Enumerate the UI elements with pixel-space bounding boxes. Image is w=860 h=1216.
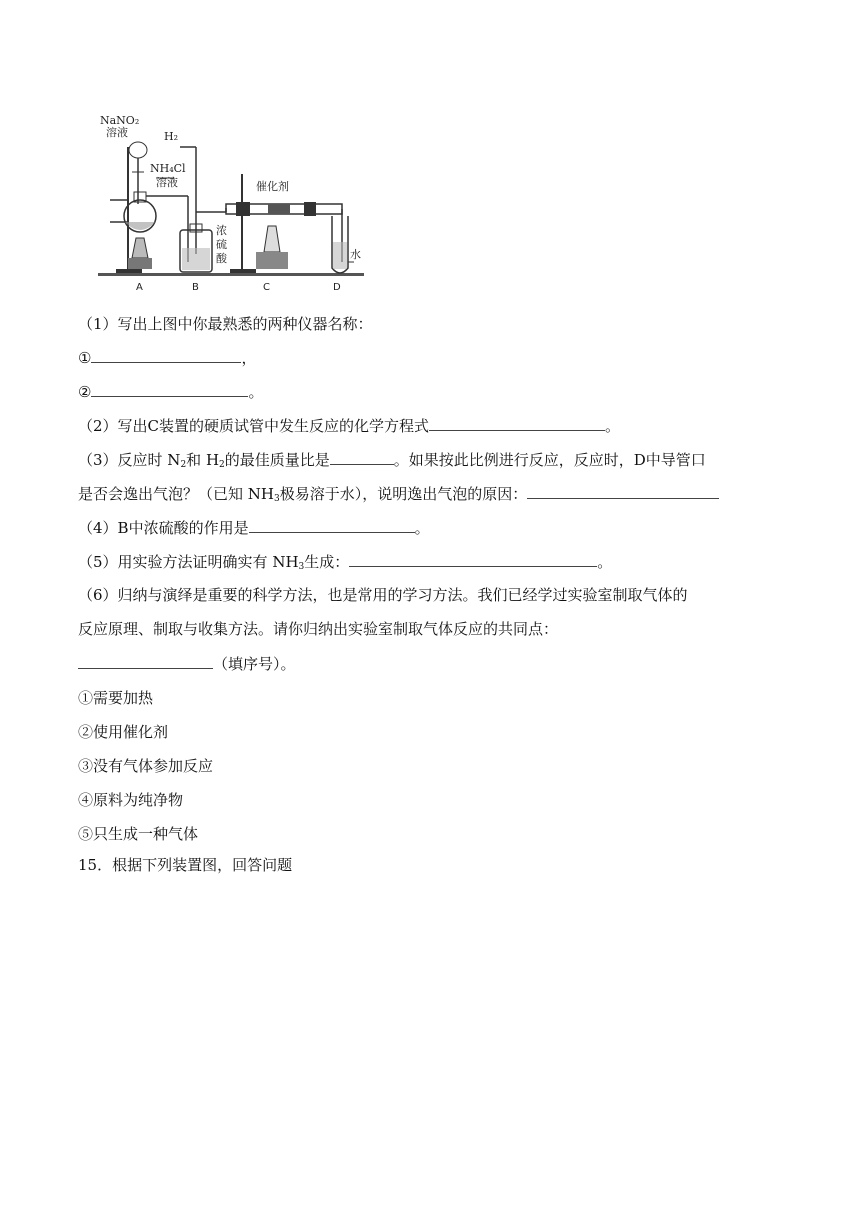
question-15-text: 15．根据下列装置图，回答问题	[78, 856, 293, 874]
question-6-line-3	[78, 653, 296, 674]
answer-blank-6[interactable]	[78, 653, 213, 669]
catalyst-label: 催化剂	[256, 180, 289, 193]
label-c: C	[263, 282, 270, 293]
option-5-text: ⑤只生成一种气体	[78, 825, 199, 843]
subscript: 2	[180, 460, 187, 470]
answer-blank-2[interactable]	[429, 415, 605, 431]
question-3-text-a: （3）反应时 N	[78, 451, 181, 469]
item-2-suffix: 。	[248, 383, 264, 401]
answer-blank-4[interactable]	[249, 517, 415, 533]
question-3-text-c: 的最佳质量比是	[224, 451, 330, 469]
question-1	[78, 314, 373, 334]
water-label: 水	[350, 248, 361, 261]
question-3-text-b: 和 H	[186, 451, 220, 469]
question-3-line-2	[78, 483, 719, 504]
question-2-suffix: 。	[605, 417, 621, 435]
question-4-suffix: 。	[414, 519, 430, 537]
question-1-text: （1）写出上图中你最熟悉的两种仪器名称：	[78, 315, 373, 333]
option-1	[78, 688, 153, 708]
subscript: 3	[273, 494, 280, 504]
nh4cl-label: NH₄Cl	[150, 162, 186, 175]
question-6-text-1: （6）归纳与演绎是重要的科学方法，也是常用的学习方法。我们已经学过实验室制取气体的	[78, 586, 688, 604]
option-3-text: ③没有气体参加反应	[78, 757, 214, 775]
question-4-text: （4）B中浓硫酸的作用是	[78, 519, 249, 537]
question-5-text-b: 生成：	[304, 553, 350, 571]
answer-blank-1-1[interactable]	[91, 347, 241, 363]
nh4cl-solution-label: 溶液	[156, 176, 178, 189]
option-1-text: ①需要加热	[78, 689, 154, 707]
question-6-line-1	[78, 585, 688, 605]
answer-blank-5[interactable]	[349, 551, 597, 567]
option-2-text: ②使用催化剂	[78, 723, 169, 741]
answer-blank-3-reason[interactable]	[527, 483, 719, 499]
question-2-text: （2）写出C装置的硬质试管中发生反应的化学方程式	[78, 417, 430, 435]
option-5	[78, 824, 198, 844]
question-3-line-1	[78, 449, 706, 470]
question-3-text-f: 极易溶于水），说明逸出气泡的原因：	[279, 485, 528, 503]
acid-label-2: 硫	[216, 238, 227, 251]
question-2	[78, 415, 620, 436]
nano2-label: NaNO₂	[100, 114, 140, 127]
label-a: A	[136, 282, 143, 293]
option-4	[78, 790, 183, 810]
apparatus-figure	[96, 112, 366, 298]
subscript: 2	[219, 460, 225, 470]
h2-label: H₂	[164, 130, 179, 143]
nano2-solution-label: 溶液	[106, 126, 128, 139]
question-6-line-2	[78, 619, 558, 639]
item-2-marker: ②	[78, 383, 92, 401]
subscript: 3	[298, 562, 305, 572]
question-5-suffix: 。	[597, 553, 613, 571]
question-1-item-2	[78, 381, 263, 402]
answer-blank-1-2[interactable]	[91, 381, 248, 397]
option-4-text: ④原料为纯净物	[78, 791, 184, 809]
question-3-text-d: 。如果按此比例进行反应，反应时，D中导管口	[393, 451, 706, 469]
question-3-text-e: 是否会逸出气泡？（已知 NH	[78, 485, 274, 503]
acid-label-1: 浓	[216, 224, 227, 237]
question-4	[78, 517, 430, 538]
option-2	[78, 722, 168, 742]
answer-blank-3-ratio[interactable]	[330, 449, 394, 465]
label-d: D	[333, 282, 341, 293]
item-1-suffix: ，	[241, 349, 257, 367]
option-3	[78, 756, 213, 776]
item-1-marker: ①	[78, 349, 92, 367]
question-6-suffix: （填序号）。	[213, 655, 296, 673]
label-b: B	[192, 282, 199, 293]
question-15	[78, 855, 292, 875]
acid-label-3: 酸	[216, 252, 227, 265]
question-5	[78, 551, 612, 572]
question-5-text-a: （5）用实验方法证明确实有 NH	[78, 553, 299, 571]
question-6-text-2: 反应原理、制取与收集方法。请你归纳出实验室制取气体反应的共同点：	[78, 620, 559, 638]
question-1-item-1	[78, 347, 256, 368]
